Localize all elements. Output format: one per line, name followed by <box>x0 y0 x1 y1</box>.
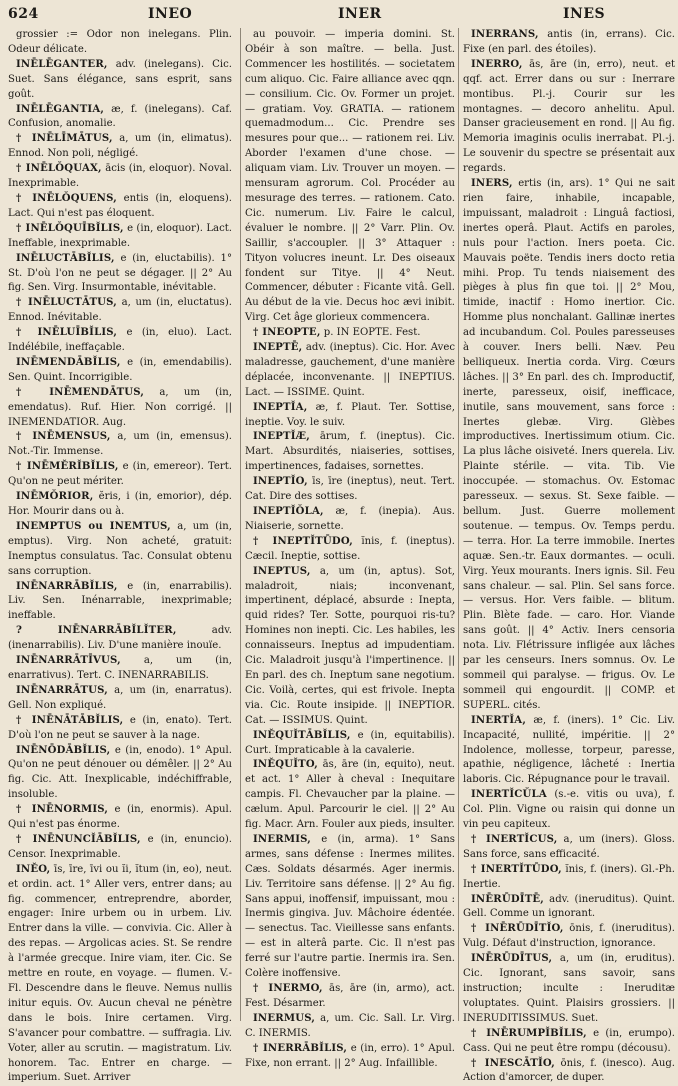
dictionary-entry <box>8 28 232 58</box>
entry-headword: INĒMŎRIOR, <box>16 491 94 503</box>
entry-headword: INĒRŪDĪTUS, <box>471 953 553 965</box>
dictionary-entry <box>245 729 455 759</box>
entry-text: antis (in, errans). Cic. Fixe (en parl. des étoiles). <box>463 29 675 55</box>
entry-text: a, um (in, emendatus). Ruf. Hier. Non corrigé. || INEMENDATIOR. Aug. <box>8 386 232 428</box>
entry-headword: INĒMENDĀBĬLIS, <box>16 356 121 368</box>
entry-text: ōnis, f. (inesco). Aug. Action d'amorcer, de duper. <box>463 1057 675 1084</box>
entry-text: ĭnis, f. (iners). Gl.-Ph. Inertie. <box>463 863 676 890</box>
dictionary-entry <box>8 222 232 252</box>
entry-headword: INĔQUĬTĀBĬLIS, <box>253 729 351 741</box>
entry-headword: INERMUS, <box>253 1012 316 1024</box>
entry-headword: † INĒLŎQUĪBĬLIS, <box>16 222 124 234</box>
dictionary-entry <box>8 580 232 625</box>
entry-text: e (in, enato). Tert. D'où l'on ne peut se sauver à la nage. <box>8 714 232 741</box>
entry-headword: † INĒRŪDĪTĬO, <box>471 923 564 935</box>
dictionary-entry <box>8 863 232 1086</box>
entry-text: ĭnis, f. (ineptus). Cæcil. Ineptie, sottise. <box>245 535 455 562</box>
dictionary-entry <box>8 490 232 520</box>
dictionary-entry <box>463 1027 675 1057</box>
dictionary-entry <box>463 177 675 714</box>
dictionary-entry <box>8 833 232 863</box>
entry-headword: † INĒLŎQUAX, <box>16 163 102 175</box>
entry-text: a, um (in, enarrativus). Tert. C. INENARRABILIS. <box>8 655 232 681</box>
entry-text: e (in, erro). 1° Apul. Fixe, non errant. || 2° Aug. Infaillible. <box>245 1042 455 1069</box>
dictionary-entry <box>245 565 455 729</box>
entry-headword: INĒNARRĀBĬLIS, <box>16 580 118 592</box>
entry-headword: INERRANS, <box>471 29 539 40</box>
dictionary-entry <box>8 684 232 714</box>
entry-headword: INEPTĬŎLA, <box>253 506 324 517</box>
entry-text: īs, īre, īvi ou ĭi, ĭtum (in, eo), neut. et ordin. act. 1° Aller vers, entrer dans; au fig. commencer, entreprendre, aborder, engager: Inire urbem ou in urbem. Liv. Entrer dans la ville. — convivia. Cic. Aller à des repas. — Argolicas acies. St. Se rendre à l'armée grecque. Inire viam, iter. Cic. Se mettre en route, en voyage. — flumen. V.-Fl. Descendre dans le fleuve. Nemus nullis initur equis. Ov. Aucun cheval ne pénètre dans le bois. Inire certamen. Virg. S'avancer pour combattre. — suffragia. Liv. Voter, aller au scrutin. — magistratum. Liv. honorem. Tac. Entrer en charge. — imperium. Suet. Arriver <box>8 863 232 1084</box>
entry-headword: † INESCĀTĬO, <box>471 1057 555 1069</box>
dictionary-entry <box>245 28 455 326</box>
dictionary-entry <box>463 952 675 1027</box>
dictionary-entry <box>245 326 455 341</box>
entry-text: e (in, arma). 1° Sans armes, sans défense : Inermes milites. Cæs. Soldats désarmés. Ager inermis. Liv. Territoire sans défense. || 2° Au fig. Sans appui, inoffensif, impuissant, mou : Inermis gingiva. Juv. Mâchoire édentée. — senectus. Tac. Vieillesse sans enfants. — est in alterâ parte. Cic. Il n'est pas ferré sur l'autre partie. Inermis ira. Sen. Colère inoffensive. <box>245 833 455 980</box>
entry-text: a, um. Cic. Sall. Lr. Virg. C. INERMIS. <box>245 1012 455 1039</box>
entry-headword: INĔO, <box>16 863 51 875</box>
entry-headword: INĒLĒGANTER, <box>16 58 108 70</box>
entry-headword: † INĒRUMPĬBĬLIS, <box>471 1027 587 1039</box>
dictionary-entry <box>8 326 232 356</box>
entry-headword: † INEPTĬTŪDO, <box>253 535 353 547</box>
dictionary-entry <box>8 386 232 431</box>
dictionary-entry <box>245 982 455 1012</box>
entry-headword: † INEOPTE, <box>253 327 321 339</box>
entry-text: e (in, enormis). Apul. Qui n'est pas énorme. <box>8 804 232 831</box>
entry-headword: † INĒLUCTĀTUS, <box>16 297 117 309</box>
entry-text: adv. (inelegans). Cic. Suet. Sans élégance, sans esprit, sans goût. <box>8 58 232 100</box>
column-right <box>458 28 676 1084</box>
dictionary-entry <box>8 132 232 162</box>
dictionary-entry <box>8 162 232 192</box>
dictionary-entry <box>8 192 232 222</box>
entry-text: a, um (in, emensus). Not.-Tir. Immense. <box>8 431 232 458</box>
entry-text: e (in, eluo). Lact. Indélébile, ineffaçable. <box>8 327 233 354</box>
entry-text: a, um (in, eluctatus). Ennod. Inévitable. <box>8 297 232 324</box>
entry-text: e (in, eluctabilis). 1° St. D'où l'on ne peut se dégager. || 2° Au fig. Sen. Virg. Insurmontable, inévitable. <box>8 252 232 294</box>
entry-text: æ, f. (iners). 1° Cic. Liv. Incapacité, nullité, impéritie. || 2° Indolence, mollesse, torpeur, paresse, apathie, négligence, lâcheté : Inertia laboris. Cic. Répugnance pour le travail. <box>463 714 675 786</box>
dictionary-entry <box>245 430 455 475</box>
running-head-left: INEO <box>148 6 193 22</box>
entry-headword: † INĒNORMIS, <box>16 804 109 816</box>
entry-text: e (in, enuncio). Censor. Inexprimable. <box>8 833 232 860</box>
entry-text: adv. (ineruditus). Quint. Gell. Comme un ignorant. <box>463 893 675 920</box>
dictionary-entry <box>245 475 455 505</box>
entry-text: e (in, emendabilis). Sen. Quint. Incorrigible. <box>8 356 232 383</box>
entry-headword: INERS, <box>471 178 513 190</box>
dictionary-entry <box>463 28 675 58</box>
dictionary-entry <box>245 535 455 565</box>
entry-text: entis (in, eloquens). Lact. Qui n'est pas éloquent. <box>8 192 232 219</box>
entry-text: ās, āre (in, equito), neut. et act. 1° Aller à cheval : Inequitare campis. Fl. Chevaucher par la plaine. — cælum. Apul. Parcourir le ciel. || 2° Au fig. Macr. Arn. Fouler aux pieds, insulter. <box>245 759 455 831</box>
entry-headword: INERMIS, <box>253 833 311 845</box>
entry-headword: † INERTĬCUS, <box>471 833 558 845</box>
dictionary-entry <box>8 520 232 580</box>
page-header <box>8 6 670 26</box>
entry-text: p. IN EOPTE. Fest. <box>320 327 421 339</box>
entry-headword: ? INĒNARRĀBĬLĬTER, <box>16 625 177 637</box>
dictionary-entry <box>245 1012 455 1042</box>
entry-headword: † INERTĬTŪDO, <box>471 863 562 875</box>
dictionary-entry <box>8 296 232 326</box>
page-number: 624 <box>8 6 39 22</box>
dictionary-entry <box>463 833 675 863</box>
dictionary-entry <box>8 356 232 386</box>
dictionary-entry <box>8 103 232 133</box>
entry-text: (s.-e. vitis ou uva), f. Col. Plin. Vigne ou raisin qui donne un vin peu capiteux. <box>463 789 675 831</box>
entry-text: e (in, enodo). 1° Apul. Qu'on ne peut dénouer ou démêler. || 2° Au fig. Cic. Att. Inexplicable, indéchiffrable, insoluble. <box>8 744 232 801</box>
running-head-center: INER <box>338 6 382 22</box>
entry-text: īs, īre (ineptus), neut. Tert. Cat. Dire des sottises. <box>245 476 455 503</box>
entry-headword: † INĒLŎQUENS, <box>16 192 117 204</box>
entry-headword: † INERMO, <box>253 983 323 994</box>
dictionary-entry <box>463 58 675 177</box>
dictionary-entry <box>245 1042 455 1072</box>
dictionary-entry <box>463 863 675 893</box>
entry-headword: INEPTĒ, <box>253 342 303 354</box>
running-head-right: INES <box>563 6 606 22</box>
dictionary-entry <box>8 58 232 103</box>
entry-text: ōnis, f. (ineruditus). Vulg. Défaut d'instruction, ignorance. <box>463 923 675 950</box>
entry-headword: INĒLĒGANTIA, <box>16 103 105 115</box>
entry-headword: INĒRŪDĪTĒ, <box>471 893 545 905</box>
entry-text: ĕris, i (in, emorior), dép. Hor. Mourir dans ou à. <box>8 491 232 517</box>
entry-text: adv. (ineptus). Cic. Hor. Avec maladresse, gauchement, d'une manière déplacée, inconvenante. || INEPTIUS. Lact. — ISSIME. Quint. <box>245 342 455 398</box>
dictionary-entry <box>463 1057 675 1086</box>
dictionary-entry <box>245 758 455 833</box>
entry-headword: † INĒNĀTĀBĬLIS, <box>16 714 124 726</box>
entry-headword: INĒNARRĀTĪVUS, <box>16 655 121 667</box>
entry-headword: † INĒLĪMĀTUS, <box>16 133 113 145</box>
entry-text: ācis (in, eloquor). Noval. Inexprimable. <box>8 163 232 190</box>
entry-text: æ, f. Plaut. Ter. Sottise, ineptie. Voy. le suiv. <box>245 401 455 428</box>
dictionary-entry <box>8 744 232 804</box>
dictionary-entry <box>8 654 232 684</box>
entry-text: æ, f. (inelegans). Caf. Confusion, anomalie. <box>8 103 232 130</box>
dictionary-entry <box>8 624 232 654</box>
dictionary-entry <box>463 714 675 789</box>
dictionary-entry <box>245 833 455 982</box>
entry-headword: INEPTĬA, <box>253 401 308 413</box>
entry-text: e (in, erumpo). Cass. Qui ne peut être rompu (décousu). <box>463 1027 676 1054</box>
entry-headword: INĒNŌDĀBĬLIS, <box>16 744 111 756</box>
entry-headword: † INĒMENDĀTUS, <box>16 386 145 398</box>
entry-headword: INEPTUS, <box>253 565 311 577</box>
dictionary-entry <box>245 505 455 535</box>
dictionary-entry <box>463 893 675 923</box>
entry-text: a, um (in, enarratus). Gell. Non expliqué. <box>8 684 232 711</box>
entry-headword: INEPTĬO, <box>253 476 308 488</box>
column-middle <box>240 28 455 1069</box>
entry-text: ertis (in, ars). 1° Qui ne sait rien faire, inhabile, incapable, impuissant, maladroit : Linguâ factiosi, inertes operâ. Plaut. Actifs en paroles, nuls pour l'action. Iners poeta. Cic. Mauvais poëte. Tendis iners docto retia mihi. Prop. Tu tends niaisement des pièges à plus fin que toi. || 2° Mou, timide, inactif : Homo inertior. Cic. Homme plus nonchalant. Gallinæ inertes ad incubandum. Col. Poules paresseuses à couver. Iners belli. Næv. Peu belliqueux. Inertia corda. Virg. Cœurs lâches. || 3° En parl. des ch. Improductif, inerte, paresseux, oisif, inefficace, inutile, sans mouvement, sans force : Inertes glebæ. Virg. Glèbes improductives. Inertissimum otium. Cic. La plus lâche oisiveté. Iners querela. Liv. Plainte stérile. — vita. Tib. Vie inoccupée. — stomachus. Ov. Estomac paresseux. — sexus. St. Sexe faible. — bellum. Just. Guerre mollement soutenue. — tempus. Ov. Temps perdu. — terra. Hor. La terre immobile. Inertes aquæ. Sen.-tr. Eaux dormantes. — oculi. Virg. Yeux mourants. Iners ignis. Sil. Feu sans chaleur. — sal. Plin. Sel sans force. — versus. Hor. Vers faible. — blitum. Plin. Blète fade. — caro. Hor. Viande sans goût. || 4° Activ. Iners censoria nota. Liv. Flétrissure infligée aux lâches par les censeurs. Iners somnus. Ov. Le sommeil qui paralyse. — frigus. Ov. Le sommeil qui engourdit. || COMP. et SUPERL. cités. <box>463 178 675 711</box>
dictionary-entry <box>8 803 232 833</box>
entry-headword: INĔQUĬTO, <box>253 759 318 771</box>
dictionary-entry <box>245 341 455 401</box>
entry-text: a, um (in, elimatus). Ennod. Non poli, négligé. <box>8 133 232 160</box>
entry-headword: INĒNARRĀTUS, <box>16 684 108 696</box>
dictionary-entry <box>8 430 232 460</box>
entry-text: grossier := Odor non inelegans. Plin. Odeur délicate. <box>8 29 232 55</box>
entry-headword: INEMPTUS ou INEMTUS, <box>16 520 171 532</box>
entry-text: e (in, emereor). Tert. Qu'on ne peut mériter. <box>8 461 232 488</box>
entry-text: ās, āre (in, erro), neut. et qqf. act. Errer dans ou sur : Inerrare montibus. Pl.-j. Courir sur les montagnes. — decoro anhelitu. Apul. Danser gracieusement en rond. || Au fig. Memoria imaginis oculis inerrabat. Pl.-j. Le souvenir du spectre se présentait aux regards. <box>463 58 675 175</box>
dictionary-entry <box>463 922 675 952</box>
entry-text: a, um (in, emptus). Virg. Non acheté, gratuit: Inemptus consulatus. Tac. Consulat obtenu sans corruption. <box>8 520 232 577</box>
entry-text: e (in, enarrabilis). Liv. Sen. Inénarrable, inexprimable; ineffable. <box>8 580 232 622</box>
entry-headword: † INĒMĔRĬBĬLIS, <box>16 461 119 473</box>
dictionary-entry <box>8 252 232 297</box>
dictionary-entry <box>245 401 455 431</box>
entry-text: a, um (in, aptus). Sot, maladroit, niais; inconvenant, impertinent, déplacé, absurde : Inepta, quid rides? Ter. Sotte, pourquoi ris-tu? Homines non inepti. Cic. Les habiles, les connaisseurs. Ineptus ad impudentiam. Cic. Maladroit jusqu'à l'impertinence. || En parl. des ch. Ineptum sane negotium. Cic. Voilà, certes, qui est frivole. Inepta via. Cic. Route insipide. || INEPTIOR. Cat. — ISSIMUS. Quint. <box>245 565 455 726</box>
entry-text: ās, āre (in, armo), act. Fest. Désarmer. <box>245 983 455 1009</box>
entry-headword: † INĒMENSUS, <box>16 431 111 443</box>
entry-text: ārum, f. (ineptus). Cic. Mart. Absurdités, niaiseries, sottises, impertinences, fadaises, sornettes. <box>245 431 455 473</box>
entry-text: a, um (iners). Gloss. Sans force, sans efficacité. <box>463 833 675 860</box>
dictionary-entry <box>8 714 232 744</box>
entry-headword: INEPTĬÆ, <box>253 431 311 443</box>
entry-text: au pouvoir. — imperia domini. St. Obéir à son maître. — bella. Just. Commencer les hostilités. — societatem cum aliquo. Cic. Faire alliance avec qqn. — consilium. Cic. Ov. Former un projet. — gratiam. Voy. GRATIA. — rationem quemadmodum... Cic. Prendre ses mesures pour que... — rationem rei. Liv. Aborder l'examen d'une chose. — aliquam viam. Liv. Trouver un moyen. — mensuram agrorum. Col. Procéder au mesurage des terres. — rationem. Cato. Cic. numerum. Liv. Faire le calcul, évaluer le nombre. || 2° Varr. Plin. Ov. Saillir, s'accoupler. || 3° Attaquer : Tityon volucres ineunt. Lr. Des oiseaux fondent sur Titye. || 4° Neut. Commencer, débuter : Ficante vitâ. Gell. Au début de la vie. Decus hoc ævi inibit. Virg. Cet âge glorieux commencera. <box>245 29 455 324</box>
entry-headword: INERTĬCŬLA <box>471 789 547 801</box>
entry-headword: † INĒLUĪBĬLIS, <box>16 327 118 339</box>
entry-headword: † INĒNUNCĬĀBĬLIS, <box>16 833 141 845</box>
entry-headword: INERTĬA, <box>471 714 527 726</box>
entry-headword: INĒLUCTĀBĬLIS, <box>16 252 115 264</box>
entry-text: a, um (in, eruditus). Cic. Ignorant, sans savoir, sans instruction; inculte : Ineruditæ voluptates. Quint. Plaisirs grossiers. || INERUDITISSIMUS. Suet. <box>463 953 675 1024</box>
entry-text: adv. (inenarrabilis). Liv. D'une manière inouïe. <box>8 625 233 652</box>
dictionary-entry <box>463 788 675 833</box>
entry-text: e (in, equitabilis). Curt. Impraticable à la cavalerie. <box>245 729 455 756</box>
entry-headword: † INERRĀBĬLIS, <box>253 1042 348 1054</box>
column-left <box>8 28 233 1084</box>
entry-text: e (in, eloquor). Lact. Ineffable, inexprimable. <box>8 222 232 249</box>
entry-headword: INERRO, <box>471 58 523 70</box>
entry-text: æ, f. (inepia). Aus. Niaiserie, sornette. <box>245 506 455 532</box>
dictionary-entry <box>8 460 232 490</box>
